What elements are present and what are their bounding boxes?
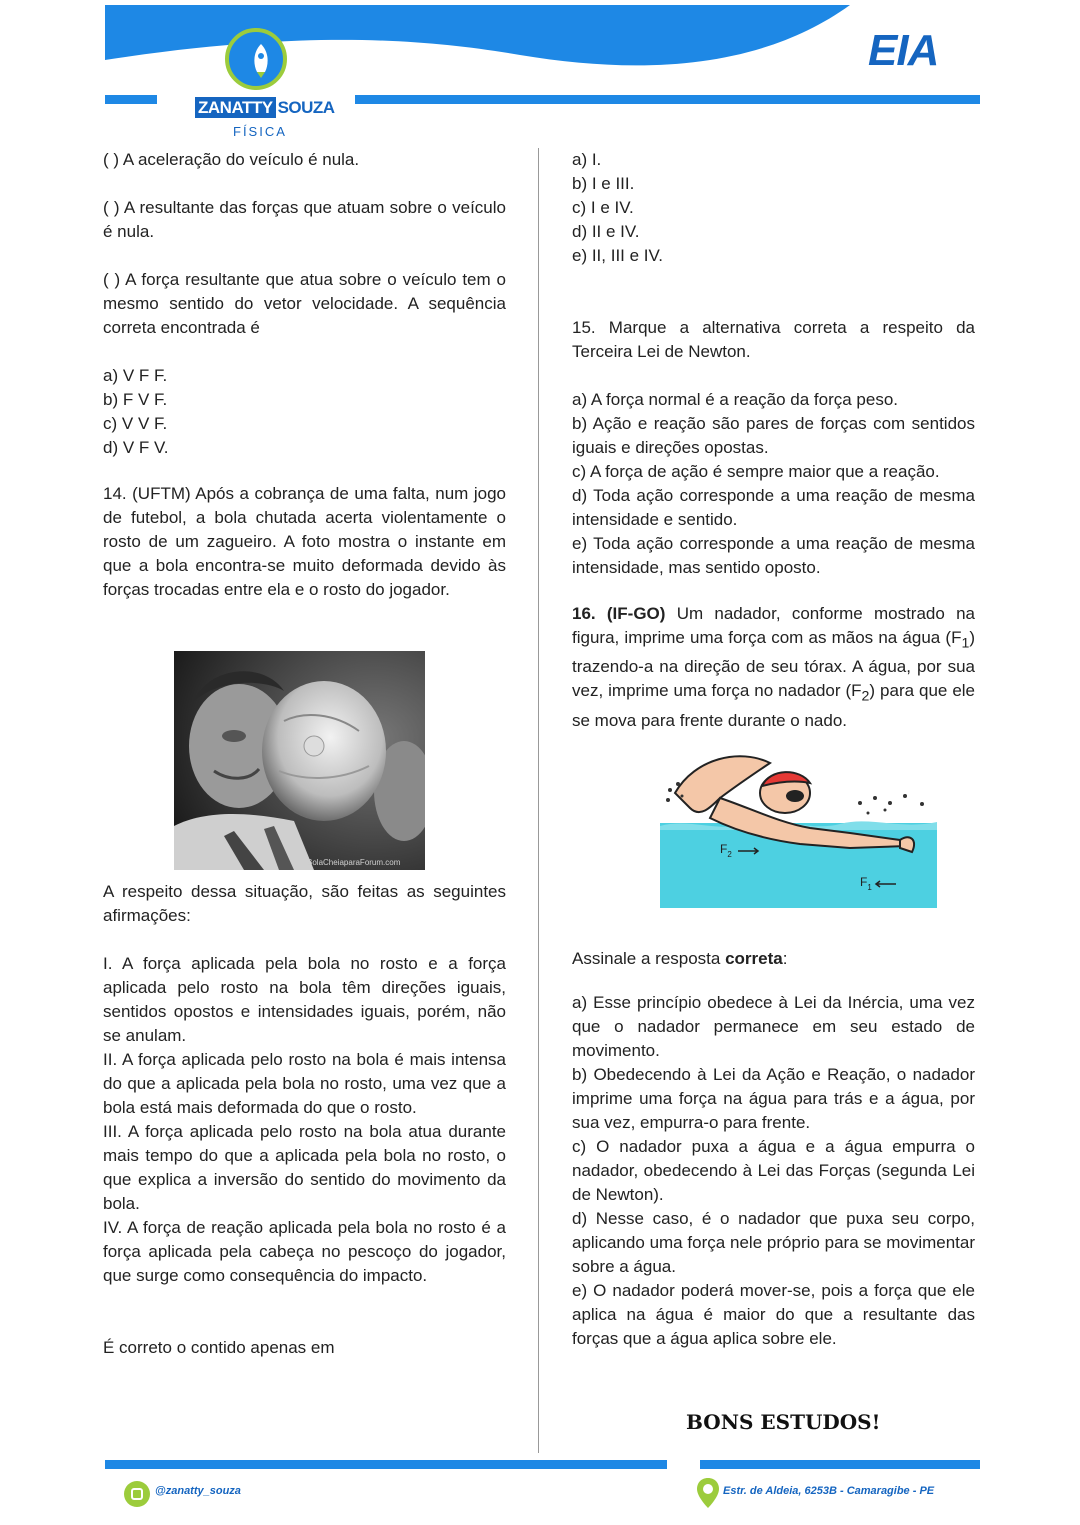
eia-logo: EIA xyxy=(868,26,939,75)
q13-option-a: a) V F F. xyxy=(103,366,168,385)
q16-option-e: e) O nadador poderá mover-se, pois a força que ele aplica na água é maior do que a resultante das forças que a água aplica sobre ele. xyxy=(572,1280,975,1348)
closing-text: BONS ESTUDOS! xyxy=(686,1410,881,1434)
q15-statement: 15. Marque a alternativa correta a respeito da Terceira Lei de Newton. xyxy=(572,318,975,361)
q15-option-d: d) Toda ação corresponde a uma reação de mesma intensidade e sentido. xyxy=(572,486,975,529)
column-divider xyxy=(538,148,539,1453)
q15-option-a: a) A força normal é a reação da força peso. xyxy=(572,390,899,409)
q14-affirmation-2: II. A força aplicada pelo rosto na bola é mais intensa do que a aplicada pela bola no rosto, uma vez que a bola está mais deformada do que o rosto. xyxy=(103,1050,506,1117)
instagram-handle: @zanatty_souza xyxy=(155,1485,241,1497)
q14-option-a: a) I. xyxy=(572,150,602,169)
instagram-icon xyxy=(124,1481,150,1507)
q16-option-d: d) Nesse caso, é o nadador que puxa seu corpo, aplicando uma força nele próprio para se movimentar sobre a água. xyxy=(572,1208,975,1276)
q13-option-d: d) V F V. xyxy=(103,438,169,457)
q14-statement: 14. (UFTM) Após a cobrança de uma falta, num jogo de futebol, a bola chutada acerta violentamente o rosto de um zagueiro. A foto mostra o instante em que a bola encontra-se muito deformada devido às forças trocadas entre ela e o rosto do jogador. xyxy=(103,484,506,599)
q14-option-c: c) I e IV. xyxy=(572,198,634,217)
q14-option-d: d) II e IV. xyxy=(572,222,640,241)
q14-option-e: e) II, III e IV. xyxy=(572,246,664,265)
q13-item-2: ( ) A resultante das forças que atuam sobre o veículo é nula. xyxy=(103,198,506,241)
brand-subtitle: FÍSICA xyxy=(233,124,287,139)
brand-name xyxy=(195,98,335,118)
q16-statement: 16. (IF-GO) Um nadador, conforme mostrado na figura, imprime uma força com as mãos na água $(F_1)$ trazendo-a na direção de seu tórax. A água, por sua vez, imprime uma força no nadador $(F_2)$ para que ele se mova para frente durante o nado. xyxy=(572,604,976,730)
q15-option-c: c) A força de ação é sempre maior que a reação. xyxy=(572,462,940,481)
q16-label: 16. (IF-GO) xyxy=(572,604,666,623)
q13-item-3: ( ) A força resultante que atua sobre o veículo tem o mesmo sentido do vetor velocidade. A sequência correta encontrada é xyxy=(103,270,506,337)
q16-prompt: Assinale a resposta correta: xyxy=(572,948,788,968)
q13-option-b: b) F V F. xyxy=(103,390,168,409)
q14-option-b: b) I e III. xyxy=(572,174,635,193)
svg-text:F2: $F_2$ xyxy=(720,842,732,859)
rocket-icon xyxy=(225,28,287,90)
footer-bar-right xyxy=(700,1460,980,1469)
q14-affirmation-3: III. A força aplicada pelo rosto na bola atua durante mais tempo do que a aplicada pela bola no rosto, o que explica a inversão do sentido do movimento da bola. xyxy=(103,1122,506,1213)
footer-bar-left xyxy=(105,1460,667,1469)
q14-question: É correto o contido apenas em xyxy=(103,1338,335,1357)
q13-item-1: ( ) A aceleração do veículo é nula. xyxy=(103,150,360,169)
photo-watermark: BolaCheiaparaForum.com xyxy=(307,858,401,867)
q14-intro: A respeito dessa situação, são feitas as seguintes afirmações: xyxy=(103,882,506,925)
swimmer-figure xyxy=(660,748,937,908)
location-pin-icon xyxy=(697,1478,719,1508)
q16-option-b: b) Obedecendo à Lei da Ação e Reação, o nadador imprime uma força na água para trás e a água, por sua vez, empurra-o para frente. xyxy=(572,1064,975,1132)
q15-option-e: e) Toda ação corresponde a uma reação de mesma intensidade, mas sentido oposto. xyxy=(572,534,975,577)
address: Estr. de Aldeia, 6253B - Camaragibe - PE xyxy=(723,1485,935,1497)
svg-text:F1: $F_1$ xyxy=(860,875,872,892)
q14-affirmation-1: I. A força aplicada pela bola no rosto e a força aplicada pelo rosto na bola têm direções iguais, sentidos opostos e intensidades iguais, porém, não se anulam. xyxy=(103,954,506,1045)
q15-option-b: b) Ação e reação são pares de forças com sentidos iguais e direções opostas. xyxy=(572,414,975,457)
q16-option-a: a) Esse princípio obedece à Lei da Inércia, uma vez que o nadador permanece em seu estado de movimento. xyxy=(572,992,975,1060)
zanatty-logo xyxy=(195,28,335,143)
brand-part2: SOUZA xyxy=(277,98,335,117)
q16-option-c: c) O nadador puxa a água e a água empurra o nadador, obedecendo à Lei das Forças (segunda Lei de Newton). xyxy=(572,1136,975,1204)
football-photo xyxy=(174,651,425,870)
q13-option-c: c) V V F. xyxy=(103,414,168,433)
q14-affirmation-4: IV. A força de reação aplicada pela bola no rosto é a força aplicada pela cabeça no pescoço do jogador, que surge como consequência do impacto. xyxy=(103,1218,506,1285)
brand-part1: ZANATTY xyxy=(195,97,276,118)
